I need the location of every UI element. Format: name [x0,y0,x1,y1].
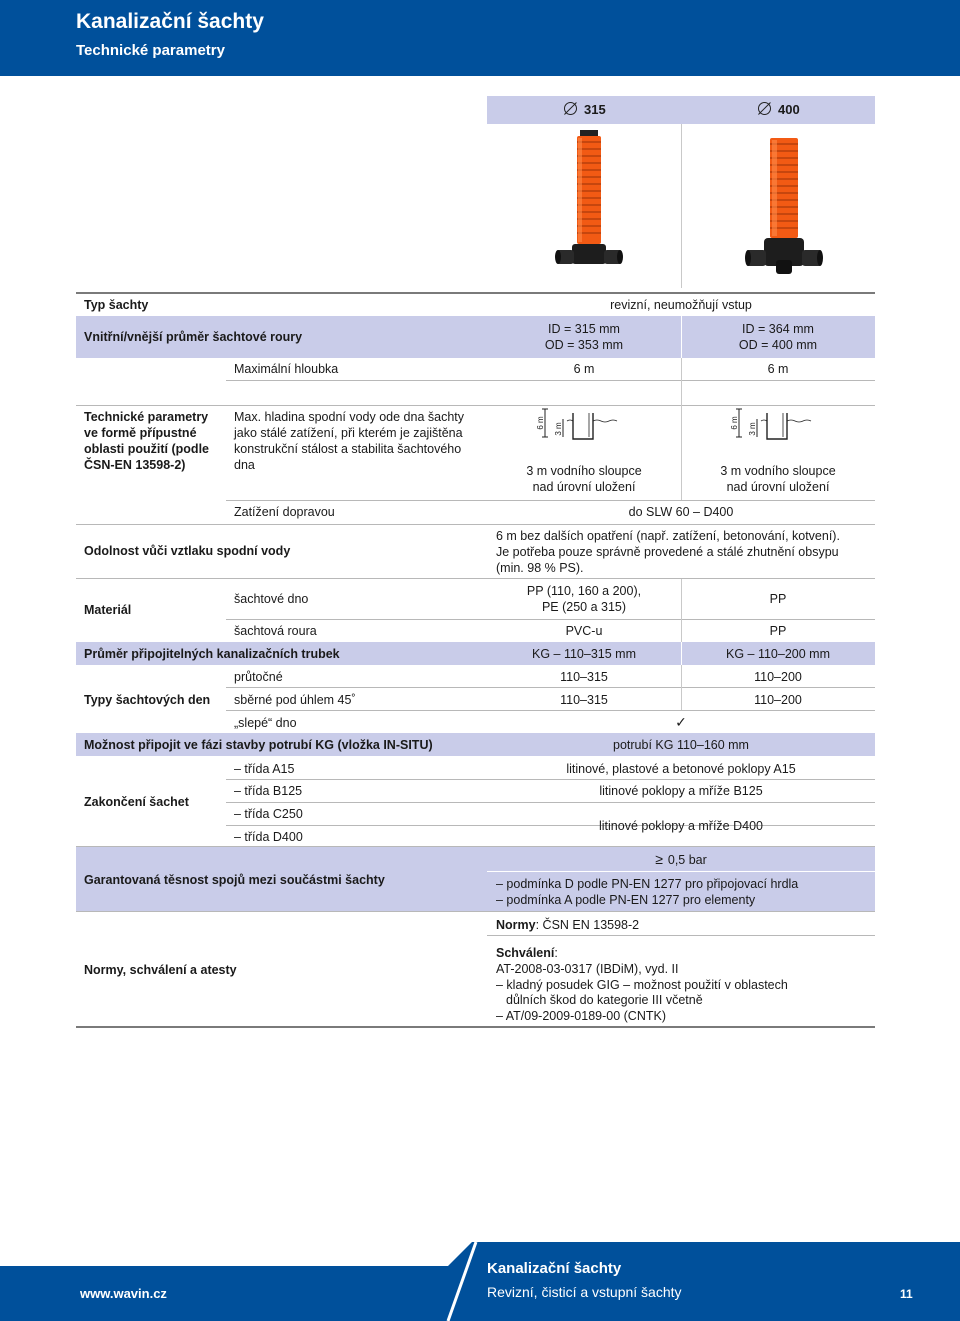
row-rule [487,935,875,936]
technicke-desc-2: jako stálé zatížení, při kterém je zajištěna [234,426,463,440]
page-footer [0,1260,960,1321]
row-rule [76,911,875,912]
row-rule [226,779,875,780]
pripojeni-400: KG – 110–200 mm [726,647,830,661]
figure-water-3m: 3 m [554,422,563,436]
technicke-desc-3: konstrukční stálost a stabilita šachtového [234,442,462,456]
row-label-odolnost: Odolnost vůči vztlaku spodní vody [84,544,291,558]
row-label-typy-den: Typy šachtových den [84,693,211,707]
pripojeni-315: KG – 110–315 mm [532,647,636,661]
prumer-400-od: OD = 400 mm [738,338,818,352]
typy-den-pr-label: průtočné [234,670,283,684]
typ-value: revizní, neumožňují vstup [610,298,752,312]
odolnost-l2: Je potřeba pouze správně provedené a stálé zhutnění obsypu [496,545,839,559]
hloubka-315: 6 m [573,362,595,376]
technicke-label-1: Technické parametry [84,410,209,424]
page-number: 11 [900,1287,913,1301]
tesnost-l2: – podmínka A podle PN-EN 1277 pro elementy [496,893,756,907]
row-label-insitu: Možnost připojit ve fázi stavby potrubí KG (vložka IN-SITU) [84,738,433,752]
technicke-desc-1: Max. hladina spodní vody ode dna šachty [234,410,465,424]
hloubka-400: 6 m [767,362,789,376]
prumer-315-id: ID = 315 mm [548,322,620,336]
row-rule [487,871,875,872]
zakonceni-d400: – třída D400 [234,830,303,844]
schvaleni-l2: – kladný posudek GIG – možnost použití v oblastech [496,978,788,992]
row-label-zakonceni: Zakončení šachet [84,795,189,809]
row-label-material: Materiál [84,603,132,617]
typy-den-pr-400: 110–200 [754,670,802,684]
zakonceni-c250: – třída C250 [234,807,303,821]
prumer-315-od: OD = 353 mm [544,338,624,352]
water-level-figure-400 [727,407,819,459]
schvaleni-l1: AT-2008-03-0317 (IBDiM), vyd. II [496,962,679,976]
schvaleni-l4: – AT/09-2009-0189-00 (CNTK) [496,1009,666,1023]
zakonceni-v-a15: litinové, plastové a betonové poklopy A15 [566,762,796,776]
row-rule [226,500,875,501]
row-rule [226,802,875,803]
row-label-prumer: Vnitřní/vnější průměr šachtové roury [84,330,303,344]
row-rule [226,619,875,620]
page-title: Kanalizační šachty [76,10,264,33]
column-header-315: 315 [564,102,606,117]
figure-water-3m: 3 m [748,422,757,436]
material-roura-label: šachtová roura [234,624,317,638]
normy-line: Normy: ČSN EN 13598-2 [496,918,640,932]
row-label-normy: Normy, schválení a atesty [84,963,237,977]
greater-equal-icon: ≥ [655,851,663,867]
material-dno-label: šachtové dno [234,592,309,606]
column-header-400: 400 [758,102,800,117]
row-label-pripojeni: Průměr připojitelných kanalizačních trubek [84,647,340,661]
odolnost-l3: (min. 98 % PS). [496,561,584,575]
typy-den-pr-315: 110–315 [560,670,608,684]
column-divider [681,124,682,288]
diameter-icon [758,102,771,115]
material-roura-400: PP [769,624,787,638]
column-header-bar [487,96,875,124]
technicke-label-4: ČSN-EN 13598-2) [84,458,186,472]
zakonceni-v-b125: litinové poklopy a mříže B125 [599,784,763,798]
table-bottom-rule [76,1026,875,1028]
zakonceni-v-d400: litinové poklopy a mříže D400 [599,819,763,833]
page-subtitle: Technické parametry [76,42,225,59]
schvaleni-heading: Schválení: [496,946,558,960]
technicke-400-l1: 3 m vodního sloupce [720,464,836,478]
row-rule [226,687,875,688]
odolnost-l1: 6 m bez dalších opatření (např. zatížení, betonování, kotvení). [496,529,840,543]
prumer-400-id: ID = 364 mm [742,322,814,336]
technicke-label-2: ve formě přípustné [84,426,197,440]
technicke-label-3: oblasti použití (podle [84,442,209,456]
shaft-400-image [742,138,826,278]
figure-depth-6m: 6 m [536,416,545,430]
water-level-figure-315 [533,407,625,459]
technicke-315-l1: 3 m vodního sloupce [526,464,642,478]
material-roura-315: PVC-u [565,624,603,638]
tesnost-bar: ≥ 0,5 bar [655,851,707,867]
footer-subtitle: Revizní, čisticí a vstupní šachty [487,1284,682,1300]
row-rule [76,524,875,525]
typy-den-sb-label: sběrné pod úhlem 45˚ [234,693,356,707]
footer-url[interactable]: www.wavin.cz [80,1286,167,1301]
check-icon: ✓ [675,714,687,730]
tesnost-l1: – podmínka D podle PN-EN 1277 pro připojovací hrdla [496,877,799,891]
row-label-tesnost: Garantovaná těsnost spojů mezi součástmi šachty [84,873,385,887]
typy-den-sb-400: 110–200 [754,693,802,707]
technicke-315-l2: nad úrovní uložení [532,480,636,494]
zatizeni-value: do SLW 60 – D400 [628,505,734,519]
row-rule [76,578,875,579]
row-label-hloubka: Maximální hloubka [234,362,339,376]
typy-den-sl-label: „slepé“ dno [234,716,297,730]
zakonceni-b125: – třída B125 [234,784,303,798]
diameter-icon [564,102,577,115]
row-rule [76,405,875,406]
typy-den-sb-315: 110–315 [560,693,608,707]
technicke-400-l2: nad úrovní uložení [726,480,830,494]
row-rule [226,710,875,711]
material-dno-315-l2: PE (250 a 315) [541,600,627,614]
page-header [0,0,960,76]
figure-depth-6m: 6 m [730,416,739,430]
footer-shape [0,1242,960,1321]
zakonceni-a15: – třída A15 [234,762,295,776]
material-dno-400: PP [769,592,787,606]
insitu-value: potrubí KG 110–160 mm [613,738,749,752]
row-rule [226,380,875,381]
row-label-typ: Typ šachty [84,298,149,312]
footer-title: Kanalizační šachty [487,1260,622,1277]
row-label-zatizeni: Zatížení dopravou [234,505,335,519]
table-top-rule [76,292,875,294]
material-dno-315-l1: PP (110, 160 a 200), [526,584,642,598]
shaft-315-image [548,130,628,278]
schvaleni-l3: důlních škod do kategorie III včetně [506,993,703,1007]
technicke-desc-4: dna [234,458,255,472]
